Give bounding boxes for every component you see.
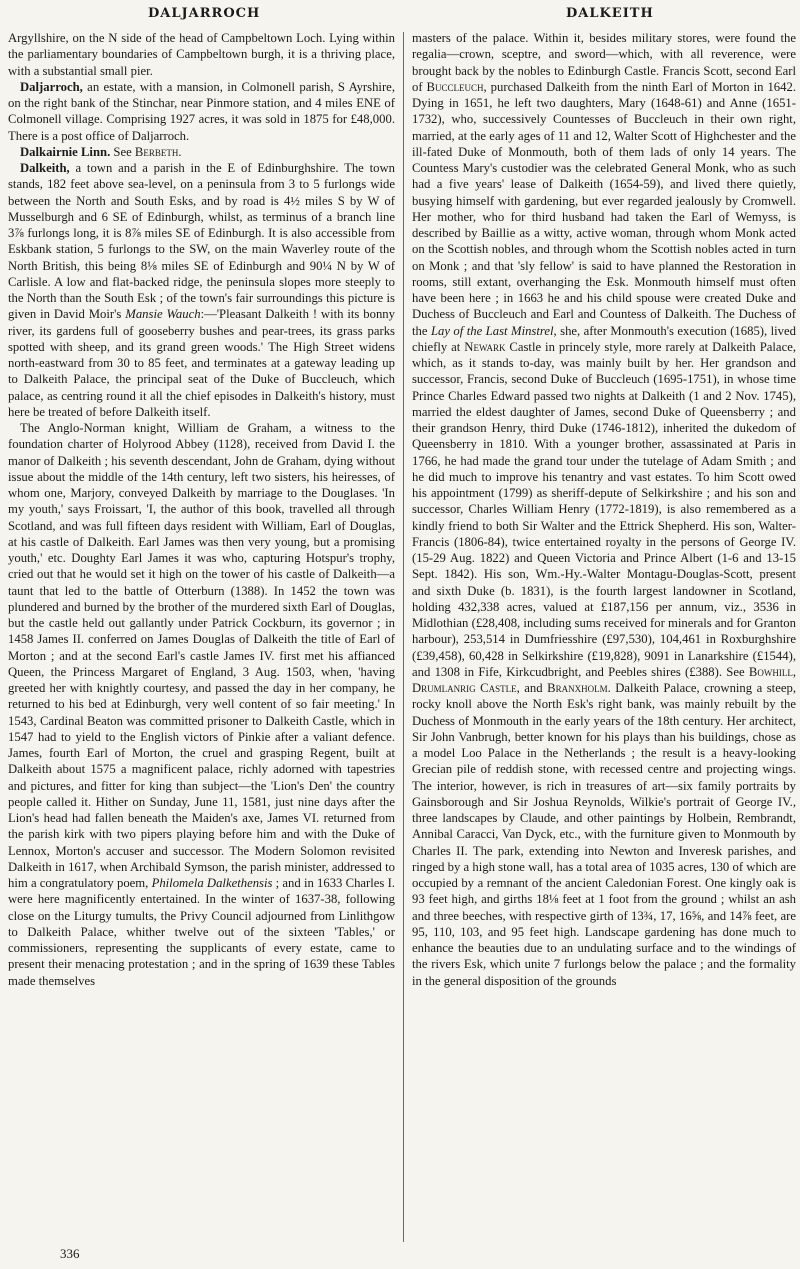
book-title: Mansie Wauch	[125, 307, 201, 322]
entry-text: masters of the palace. Within it, besides military stores, were found the regalia—crown, sceptre, and sword—which, with all reverence, were brought back by the nobles to Edinburgh Castle. Francis Scott, second Earl of	[412, 31, 796, 94]
cross-reference: Bowhill, Drumlanrig Castle,	[412, 664, 796, 695]
entry-dalkeith-history	[8, 420, 395, 989]
entry-text: Castle in princely style, more rarely at Dalkeith Palace, which, as it stands to-day, was mainly built by her. Her grandson and successor, Francis, second Duke of Buccleuch (1695-1751), in whose time Prince Charles Edward passed two nights at Dalkeith (1 and 2 Nov. 1745), married the eldest daughter of James, second Duke of Queensberry ; and their grandson Henry, third Duke (1746-1812), inherited the dukedom of Queensberry in 1810. With a younger brother, assassinated at Paris in 1766, he had made the grand tour under the tutelage of Adam Smith ; and he did much to improve his tenantry and vast estates. To him Scott owed his appointment (1799) as sheriff-depute of Selkirkshire ; and his son and successor, Charles William Henry (1772-1819), is also remembered as a kindly friend to both Sir Walter and the Ettrick Shepherd. His son, Walter-Francis (1806-84), twice entertained royalty in the persons of George IV. (15-29 Aug. 1822) and Queen Victoria and Prince Albert (1-6 and 13-15 Sept. 1842). His son, Wm.-Hy.-Walter Montagu-Douglas-Scott, present and sixth Duke (b. 1831), is the fourth largest landowner in Scotland, holding 432,338 acres, valued at £187,156 per annum, viz., 3536 in Midlothian (£28,408, including sums received for minerals and for Granton harbour), 253,514 in Dumfriesshire (£97,530), 104,461 in Roxburghshire (£39,458), 60,428 in Selkirkshire (£19,828), 9091 in Lanarkshire (£1544), and 1308 in Fife, Kirkcudbright, and Peebles shires (£388). See	[412, 339, 796, 679]
entry-headword: Dalkeith,	[20, 161, 70, 175]
left-column	[8, 30, 395, 1245]
entry-text: The Anglo-Norman knight, William de Graham, a witness to the foundation charter of Holyrood Abbey (1128), received from David I. the manor of Dalkeith ; his seventh descendant, John de Graham, dying without issue about the middle of the 14th century, left two sisters, his heiresses, of whom one, Marjory, conveyed Dalkeith by marriage to the Douglases. 'In my youth,' says Froissart, 'I, the author of this book, travelled all through Scotland, and was full fifteen days resident with William, Earl of Douglas, at his castle of Dalkeith. Earl James was then very young, but a promising youth,' etc. Doughty Earl James it was who, capturing Hotspur's trophy, cried out that he would set it high on the tower of his castle of Dalkeith—a taunt that led to the battle of Otterburn (1388). In 1452 the town was plundered and burned by the brother of the murdered sixth Earl of Douglas, but the castle held out gallantly under Patrick Cockburn, its governor ; in 1458 James II. conferred on James Douglas of Dalkeith the title of Earl of Morton ; and at the second Earl's castle James IV. first met his affianced Queen, the Princess Margaret of England, 3 Aug. 1503, when, 'having greeted her with knightly courtesy, and passed the day in her company, he returned to his bed at Edinburgh, very well content of so fair meeting.' In 1543, Cardinal Beaton was committed prisoner to Dalkeith Castle, which in 1547 had to yield to the English victors of Pinkie after a valiant defence. James, fourth Earl of Morton, the cruel and grasping Regent, built at Dalkeith about 1575 a magnificent palace, richly adorned with tapestries and pictures, and fitter for king than subject—the 'Lion's Den' the country people called it. Hither on Sunday, June 11, 1581, just nine days after the Lion's head had fallen beneath the Maiden's axe, James VI. returned from the parish kirk with two pipers playing before him and with the Duke of Lennox, Morton's accuser and successor. The Modern Solomon revisited Dalkeith in 1617, when Archibald Symson, the parish minister, addressed to him a congratulatory poem,	[8, 421, 395, 890]
entry-text: an estate, with a mansion, in Colmonell parish, S Ayrshire, on the right bank of the Stinchar, near Pinmore station, and 4 miles ENE of Colmonell village. Comprising 1927 acres, it was sold in 1875 for £48,000. There is a post office of Daljarroch.	[8, 79, 395, 143]
entry-headword: Dalkairnie Linn.	[20, 144, 111, 159]
entry-text: a town and a parish in the E of Edinburghshire. The town stands, 182 feet above sea-level, on a peninsula from 3 to 5 furlongs wide between the North and South Esks, and by road is 4½ miles S by W of Musselburgh and 6 SE of Edinburgh, whilst, as terminus of a branch line 3⅞ furlongs long, it is 8⅞ miles SE of Edinburgh. It is also accessible from Eskbank station, 5 furlongs to the SW, on the main Waverley route of the North British, this being 8⅛ miles SE of Edinburgh and 90¼ N by W of Carlisle. A low and flat-backed ridge, the peninsula slopes more steeply to the North than the South Esk ; of the town's fair surroundings this picture is given in David Moir's	[8, 161, 395, 322]
entry-dalkeith	[8, 160, 395, 420]
column-divider	[403, 32, 404, 1242]
poem-title: Philomela Dalkethensis	[151, 876, 273, 890]
entry-continuation: Argyllshire, on the N side of the head of Campbeltown Loch. Lying within the parliamentary boundaries of Campbeltown burgh, it is a thriving place, with a substantial small pier.	[8, 31, 395, 78]
book-title: Lay of the Last Minstrel	[430, 323, 554, 338]
entry-text: See	[110, 144, 135, 159]
entry-text: Dalkeith Palace, crowning a steep, rocky knoll above the North Esk's right bank, was mainly rebuilt by the Duchess of Monmouth in the early years of the 18th century. Her architect, Sir John Vanbrugh, better known for his plays than his buildings, chose as a model Loo Palace in the Netherlands ; the result is a heavy-looking Grecian pile of reddish stone, with recessed centre and projecting wings. The interior, however, is rich in treasures of art—six family portraits by Gainsborough and Sir Joshua Reynolds, Wilkie's portrait of George IV., three landscapes by Claude, and other paintings by Holbein, Rembrandt, Annibal Caracci, Van Dyck, etc., with the furniture given to Monmouth by Charles II. The park, extending into Newton and Inveresk parishes, and ringed by a high stone wall, has a total area of 1035 acres, 130 of which are occupied by a remnant of the ancient Caledonian Forest. One kingly oak is 93 feet high, and girths 18⅛ feet at 1 foot from the ground ; whilst an ash and three beeches, with respective girth of 13¾, 17, 16⅝, and 14⅞ feet, are 95, 110, 103, and 95 feet high. Landscape gardening has done much to enhance the beauties due to an undulating surface and to the windings of the rivers Esk, which unite 7 furlongs below the palace ; and the formality in the general disposition of the grounds	[412, 681, 796, 988]
entry-dalkeith-continued	[412, 30, 796, 989]
small-caps-name: Buccleuch	[426, 79, 484, 94]
cross-reference: Berbeth.	[134, 144, 182, 159]
header-right-catchword: DALKEITH	[566, 6, 654, 21]
entry-text: , she, after Monmouth's execution (1685), lived chiefly at	[412, 323, 796, 354]
cross-reference: Branxholm.	[547, 681, 611, 695]
cross-reference: Newark	[464, 339, 506, 354]
entry-headword: Daljarroch,	[20, 79, 83, 94]
right-column	[412, 30, 796, 1245]
page-number: 336	[60, 1246, 80, 1261]
entry-dalkairnie-linn	[8, 144, 395, 160]
running-header	[0, 6, 800, 28]
header-left-catchword: DALJARROCH	[148, 6, 261, 21]
entry-text: :—'Pleasant Dalkeith ! with its bonny river, its gardens full of gooseberry bushes and pear-trees, its grass parks spotted with sheep, and its grand green woods.' The High Street widens north-eastward from 30 to 85 feet, and terminates at a gateway leading up to Dalkeith Palace, the principal seat of the Duke of Buccleuch, which palace, as centring round it all the chief episodes in Dalkeith's history, must here be treated of before Dalkeith itself.	[8, 307, 395, 419]
entry-text: ; and in 1633 Charles I. were here magnificently entertained. In the winter of 1637-38, following close on the Liturgy tumults, the Privy Council adjourned from Linlithgow to Dalkeith Palace, whither twelve out of the sixteen 'Tables,' or commissioners, representing the supplicants of every estate, came to present their menacing protestation ; and in the spring of 1639 these Tables made themselves	[8, 876, 395, 988]
entry-daljarroch	[8, 79, 395, 144]
entry-text: , purchased Dalkeith from the ninth Earl of Morton in 1642. Dying in 1651, he left two daughters, Mary (1648-61) and Anne (1651-1732), who, successively Countesses of Buccleuch in their own right, married, at the early ages of 11 and 12, Walter Scott of Highchester and the ill-fated Duke of Monmouth, both of them lads of only 14 years. The Countess Mary's custodier was the celebrated General Monk, who as such had a five years' lease of Dalkeith (1654-59), and lived there quietly, busying himself with gardening, but ever regarded jealously by Cromwell. Her mother, who for third husband had taken the Earl of Wemyss, is described by Baillie as a witty, active woman, through whom Monk acted on the Scottish nobles, and through whom the Scottish nobles acted in turn on Monk ; and that 'sly fellow' is said to have planned the Restoration in rooms, still extant, overhanging the Esk. Monmouth himself must often have been here ; in 1663 he and his child spouse were created Duke and Duchess of Buccleuch and Earl and Countess of Dalkeith. The Duchess of the	[412, 79, 796, 338]
entry-text: and	[519, 681, 548, 695]
